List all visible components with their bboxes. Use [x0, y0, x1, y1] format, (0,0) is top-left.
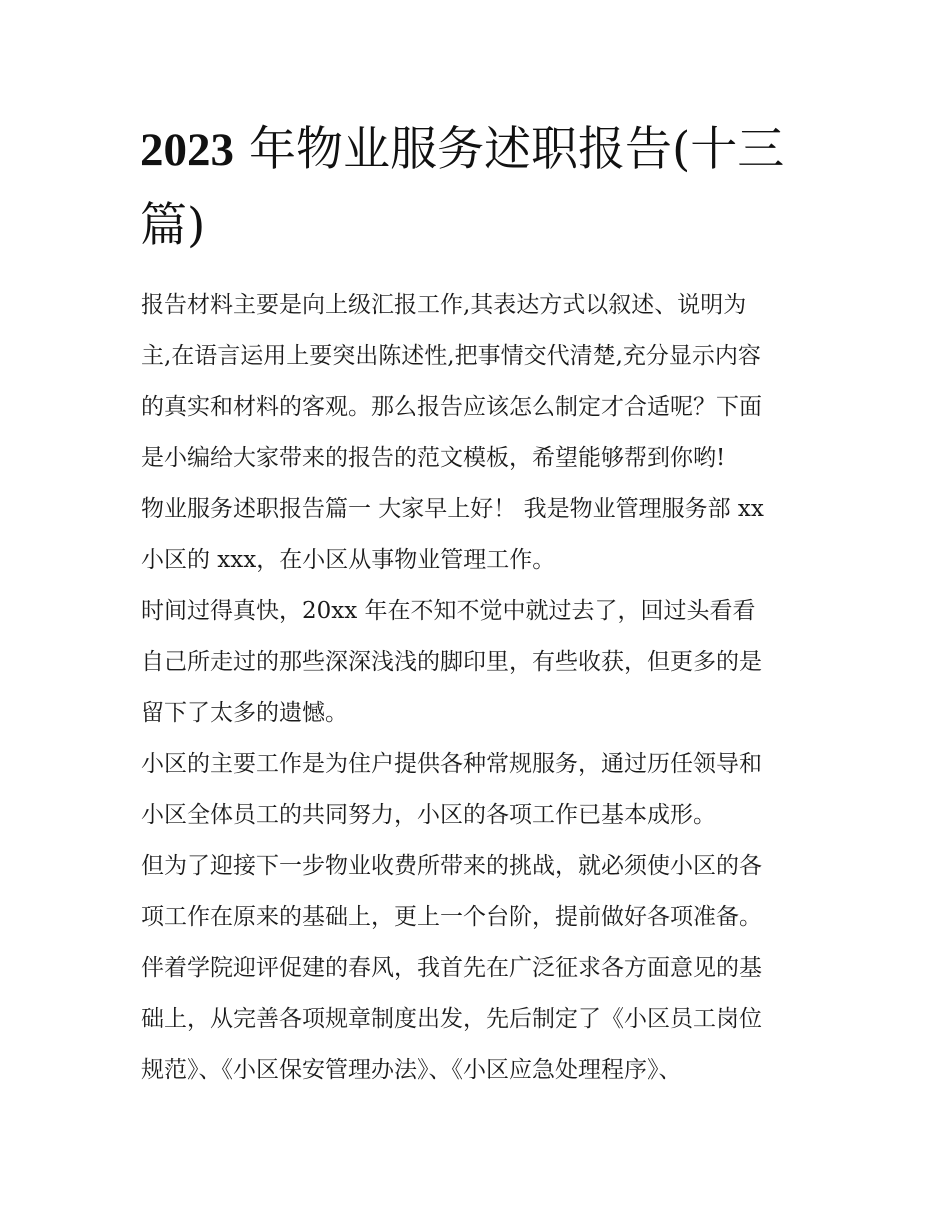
- text-line: 小区全体员工的共同努力，小区的各项工作已基本成形。: [141, 802, 716, 828]
- document-body: [141, 280, 821, 1096]
- title-year: 2023: [140, 124, 234, 176]
- title-text: 年物业服务述职报告(十三篇): [140, 122, 785, 253]
- paragraph: [141, 943, 821, 1096]
- text-line: 自己所走过的那些深深浅浅的脚印里，有些收获，但更多的是: [141, 649, 762, 675]
- text-line: 项工作在原来的基础上，更上一个台阶，提前做好各项准备。: [141, 904, 762, 930]
- text-line: 但为了迎接下一步物业收费所带来的挑战，就必须使小区的各: [141, 853, 762, 879]
- paragraph: [141, 841, 821, 943]
- text-line: 时间过得真快，20xx 年在不知不觉中就过去了，回过头看看: [141, 598, 756, 624]
- text-line: 的真实和材料的客观。那么报告应该怎么制定才合适呢？下面: [141, 394, 762, 420]
- paragraph: [141, 280, 821, 484]
- paragraph: [141, 586, 821, 739]
- text-line: 础上，从完善各项规章制度出发，先后制定了《小区员工岗位: [141, 1006, 762, 1032]
- text-line: 物业服务述职报告篇一 大家早上好！ 我是物业管理服务部 xx: [141, 496, 764, 522]
- text-line: 小区的主要工作是为住户提供各种常规服务，通过历任领导和: [141, 751, 762, 777]
- text-line: 伴着学院迎评促建的春风，我首先在广泛征求各方面意见的基: [141, 955, 762, 981]
- text-line: 主,在语言运用上要突出陈述性,把事情交代清楚,充分显示内容: [141, 343, 761, 369]
- text-line: 规范》、《小区保安管理办法》、《小区应急处理程序》、: [141, 1057, 682, 1083]
- text-line: 是小编给大家带来的报告的范文模板，希望能够帮到你哟!: [141, 445, 726, 471]
- text-line: 报告材料主要是向上级汇报工作,其表达方式以叙述、说明为: [141, 292, 747, 318]
- text-line: 留下了太多的遗憾。: [141, 700, 348, 726]
- document-title: [140, 112, 820, 264]
- paragraph: [141, 739, 821, 841]
- text-line: 小区的 xxx，在小区从事物业管理工作。: [141, 547, 556, 573]
- paragraph: [141, 484, 821, 586]
